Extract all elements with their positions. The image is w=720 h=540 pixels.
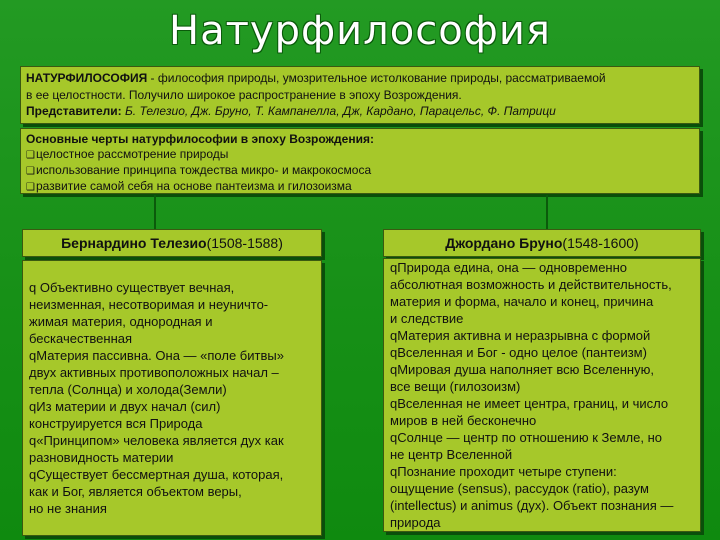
- definition-text-1: - философия природы, умозрительное истолкование природы, рассматриваемой: [147, 71, 606, 85]
- bruno-content: [383, 258, 701, 532]
- list-line: qВселенная не имеет центра, границ, и число: [390, 396, 669, 411]
- telesio-header: [22, 229, 322, 257]
- slide-title: Натурфилософия: [169, 8, 551, 54]
- representatives-label: Представители:: [26, 104, 122, 118]
- representatives-names: Б. Телезио, Дж. Бруно, Т. Кампанелла, Дж, Кардано, Парацельс, Ф. Патрици: [121, 104, 556, 118]
- list-line: qПрирода едина, она — одновременно: [390, 260, 628, 275]
- checkbox-bullet-icon: ❑: [26, 166, 35, 177]
- feature-text: развитие самой себя на основе пантеизма и гилозоизма: [35, 179, 352, 193]
- connector-right: [546, 195, 548, 229]
- feature-text: целостное рассмотрение природы: [35, 147, 229, 161]
- definition-line-2: в ее целостности. Получило широкое распространение в эпоху Возрождения.: [26, 87, 462, 102]
- telesio-name: Бернардино Телезио: [61, 235, 207, 251]
- list-line: qМировая душа наполняет всю Вселенную,: [390, 362, 654, 377]
- list-line: и следствие: [390, 311, 464, 326]
- feature-item: [26, 163, 694, 179]
- list-line: не центр Вселенной: [390, 447, 513, 462]
- list-line: материя и форма, начало и конец, причина: [390, 294, 654, 309]
- list-line: qВселенная и Бог - одно целое (пантеизм): [390, 345, 647, 360]
- list-line: конструируется вся Природа: [29, 416, 203, 431]
- checkbox-bullet-icon: ❑: [26, 182, 35, 193]
- telesio-content: [22, 260, 322, 536]
- list-line: q«Принципом» человека является дух как: [29, 433, 284, 448]
- list-line: разновидность материи: [29, 450, 174, 465]
- bruno-name: Джордано Бруно: [445, 235, 563, 251]
- list-line: все вещи (гилозоизм): [390, 379, 521, 394]
- features-box: [20, 128, 700, 194]
- list-line: неизменная, несотворимая и неуничто-: [29, 297, 269, 312]
- list-line: миров в ней бесконечно: [390, 413, 537, 428]
- list-line: тепла (Солнца) и холода(Земли): [29, 382, 227, 397]
- list-line: qИз материи и двух начал (сил): [29, 399, 221, 414]
- list-line: qПознание проходит четыре ступени:: [390, 464, 617, 479]
- definition-term: НАТУРФИЛОСОФИЯ: [26, 71, 148, 85]
- list-line: q Объективно существует вечная,: [29, 280, 235, 295]
- list-line: qМатерия пассивна. Она — «поле битвы»: [29, 348, 284, 363]
- list-line: абсолютная возможность и действительность,: [390, 277, 672, 292]
- list-line: природа: [390, 515, 441, 530]
- representatives-line: [26, 103, 694, 120]
- list-line: бескачественная: [29, 331, 133, 346]
- feature-text: использование принципа тождества микро- и макрокосмоса: [35, 163, 372, 177]
- connector-left: [154, 195, 156, 229]
- telesio-years: (1508-1588): [206, 235, 283, 251]
- list-line: qСолнце — центр по отношению к Земле, но: [390, 430, 663, 445]
- list-line: qМатерия активна и неразрывна с формой: [390, 328, 651, 343]
- list-line: ощущение (sensus), рассудок (ratio), разум: [390, 481, 649, 496]
- bruno-header: [383, 229, 701, 257]
- feature-item: [26, 179, 694, 195]
- definition-line-1: [26, 70, 694, 87]
- list-line: двух активных противоположных начал –: [29, 365, 279, 380]
- list-line: жимая материя, однородная и: [29, 314, 213, 329]
- feature-item: [26, 147, 694, 163]
- list-line: (intellectus) и animus (дух). Объект познания —: [390, 498, 674, 513]
- list-line: как и Бог, является объектом веры,: [29, 484, 242, 499]
- features-heading: Основные черты натурфилософии в эпоху Возрождения:: [26, 132, 374, 146]
- intro-box: [20, 66, 700, 124]
- list-line: но не знания: [29, 501, 107, 516]
- checkbox-bullet-icon: ❑: [26, 150, 35, 161]
- list-line: qСуществует бессмертная душа, которая,: [29, 467, 284, 482]
- bruno-years: (1548-1600): [562, 235, 639, 251]
